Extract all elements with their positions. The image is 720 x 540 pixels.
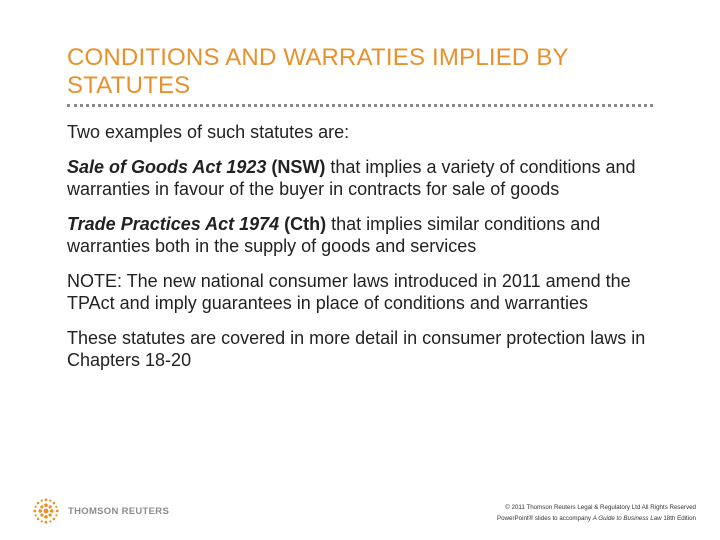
book-title: A Guide to Business Law [592,515,662,522]
statute-item-sale-of-goods [67,156,667,200]
edition-prefix: PowerPoint® slides to accompany [496,515,593,522]
title-divider [67,104,653,107]
thomson-reuters-logo [31,496,169,526]
intro-text: Two examples of such statutes are: [67,122,350,142]
statute-name: Trade Practices Act 1974 [67,214,280,234]
slide-title: CONDITIONS AND WARRATIES IMPLIED BY STATUTES [67,44,569,99]
edition-line [497,513,696,524]
statute-jurisdiction: (NSW) [271,157,326,177]
statute-description: that implies similar conditions and warranties both in the supply of goods and services [67,214,601,256]
note-text: NOTE: The new national consumer laws introduced in 2011 amend the TPAct and imply guarantees in place of conditions and warranties [67,271,631,313]
statute-name: Sale of Goods Act 1923 [67,157,267,177]
edition-number: 18th Edition [661,515,696,522]
statute-description: that implies a variety of conditions and warranties in favour of the buyer in contracts for sale of goods [67,157,636,199]
slide-body [67,121,667,384]
reuters-dot-icon [31,496,61,526]
statute-item-trade-practices [67,213,667,257]
closing-text: These statutes are covered in more detail in consumer protection laws in Chapters 18-20 [67,328,646,370]
footer-credits [497,502,696,524]
statute-jurisdiction: (Cth) [284,214,327,234]
logo-wordmark: THOMSON REUTERS [68,505,170,517]
copyright-line: © 2011 Thomson Reuters Legal & Regulatory Ltd All Rights Reserved [505,504,696,511]
